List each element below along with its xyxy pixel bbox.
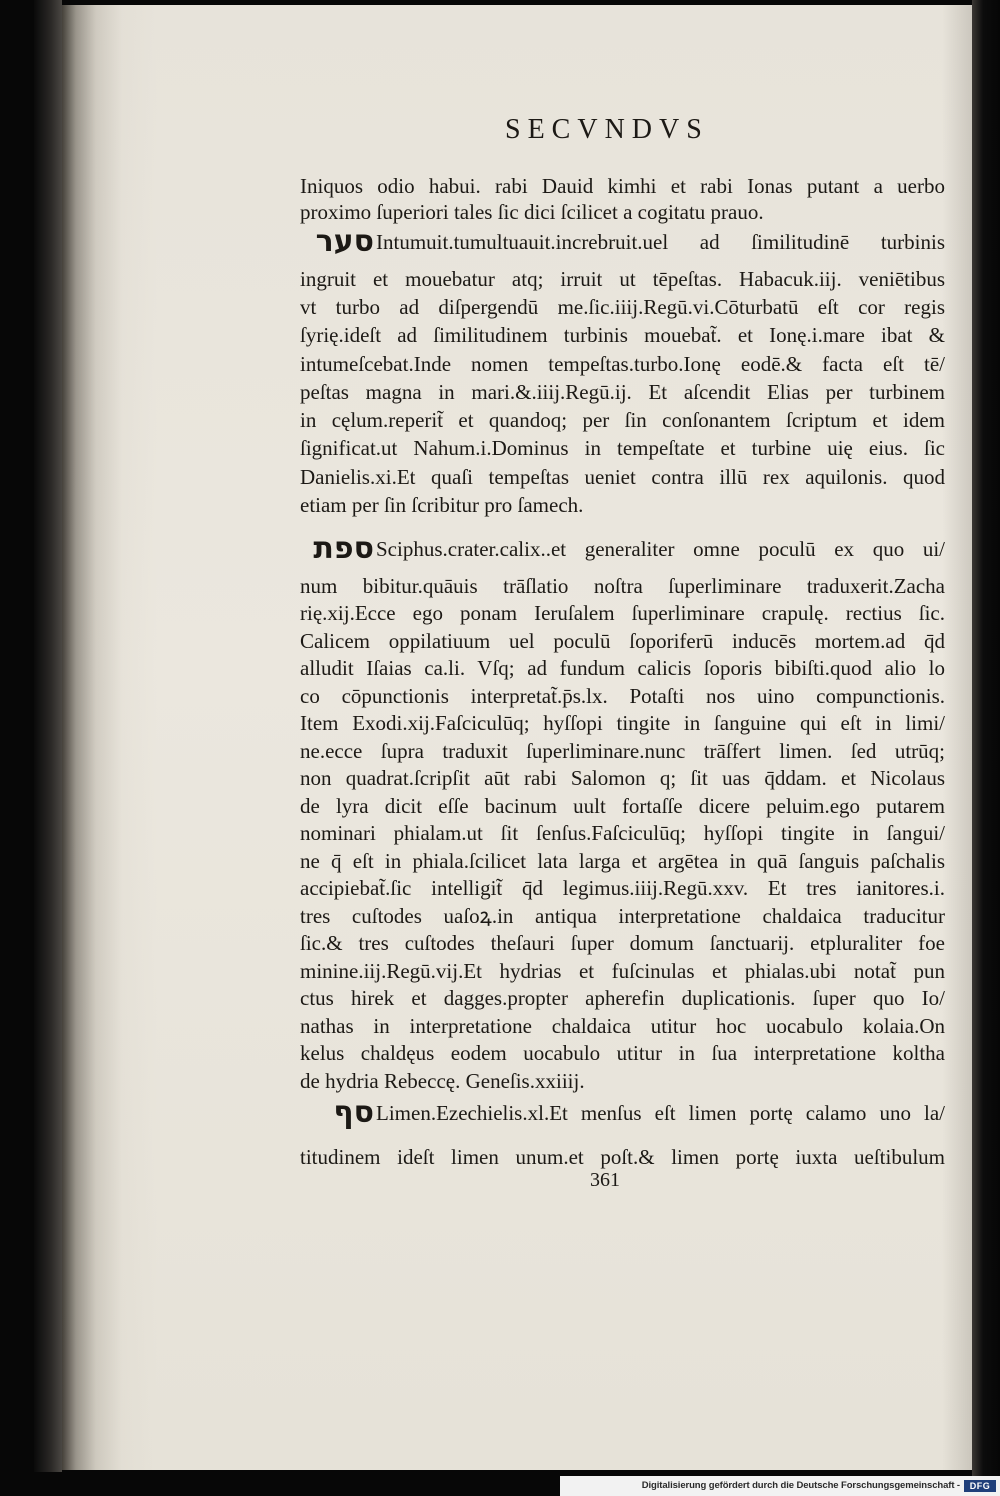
text-line: Calicem oppilatiuum uel poculū ſoporiferū inducēs mortem.ad q̄d [300, 629, 945, 653]
entry-line [300, 1095, 945, 1133]
hebrew-headword: סף [333, 1095, 374, 1130]
scan-right-edge [972, 0, 1000, 1476]
text-line: minine.iij.Regū.vij.Et hydrias et fuſcinulas et phialas.ubi notat̃ pun [300, 959, 945, 983]
text-line: de lyra dicit eſſe bacinum uult fortaſſe dicere peluim.ego putarem [300, 794, 945, 818]
text-line: Intumuit.tumultuauit.increbruit.uel ad ſimilitudinē turbinis [376, 230, 945, 254]
dfg-logo: DFG [964, 1480, 996, 1492]
text-line: num bibitur.quāuis trāſlatio noſtra ſuperliminare traduxerit.Zacha [300, 574, 945, 598]
text-line: Danielis.xi.Et quaſi tempeſtas ueniet contra illū rex aquilonis. quod [300, 465, 945, 489]
text-line: rię.xij.Ecce ego ponam Ieruſalem ſuperliminare crapulę. rectius ſic. [300, 601, 945, 625]
scan-left-edge [34, 0, 62, 1472]
text-line: Limen.Ezechielis.xl.Et menſus eſt limen portę calamo uno la/ [376, 1101, 945, 1125]
text-line: ſignificat.ut Nahum.i.Dominus in tempeſtate et turbine uię eius. ſic [300, 436, 945, 460]
text-line: proximo ſuperiori tales ſic dici ſcilicet a cogitatu prauo. [300, 200, 764, 224]
text-line: de hydria Rebeccę. Geneſis.xxiiij. [300, 1069, 585, 1093]
text-line: co cōpunctionis interpretat̃.p̄s.lx. Potaſti nos uino compunctionis. [300, 684, 945, 708]
text-line: alludit Iſaias ca.li. Vſq; ad fundum calicis ſoporis bibiſti.quod alio lo [300, 656, 945, 680]
text-line: peſtas magna in mari.&.iiij.Regū.ij. Et aſcendit Elias per turbinem [300, 380, 945, 404]
text-line: tres cuſtodes uaſoꝝ.in antiqua interpretatione chaldaica traducitur [300, 904, 945, 928]
text-line: Item Exodi.xij.Faſciculūq; hyſſopi tingite in ſanguine qui eſt in limi/ [300, 711, 945, 735]
text-line: Sciphus.crater.calix..et generaliter omne poculū ex quo ui/ [376, 537, 945, 561]
text-line: ingruit et mouebatur atq; irruit ut tēpeſtas. Habacuk.iij. veniētibus [300, 267, 945, 291]
running-title: SECVNDVS [505, 114, 709, 145]
hebrew-headword: ספת [313, 531, 374, 566]
text-line: kelus chaldęus eodem uocabulo utitur in ſua interpretatione koltha [300, 1041, 945, 1065]
text-line: ſic.& tres cuſtodes theſauri ſuper domum ſanctuarij. etpluraliter foe [300, 931, 945, 955]
text-line: ctus hirek et dagges.propter apherefin duplicationis. ſuper quo Io/ [300, 986, 945, 1010]
text-line: titudinem ideſt limen unum.et poſt.& limen portę iuxta ueſtibulum [300, 1145, 945, 1169]
hebrew-headword: סער [315, 224, 374, 259]
text-line: intumeſcebat.Inde nomen tempeſtas.turbo.Ionę eodē.& facta eſt tē/ [300, 352, 945, 376]
text-line: vt turbo ad diſpergendū me.ſic.iiij.Regū.vi.Cōturbatū eſt cor regis [300, 295, 945, 319]
text-line: ne.ecce ſupra traduxit ſuperliminare.nunc trāſfert limen. ſed utrūq; [300, 739, 945, 763]
text-line: etiam per ſin ſcribitur pro ſamech. [300, 493, 584, 517]
text-line: non quadrat.ſcripſit aūt rabi Salomon q; ſit uas q̄ddam. et Nicolaus [300, 766, 945, 790]
text-line: nathas in interpretatione chaldaica utitur hoc uocabulo kolaia.On [300, 1014, 945, 1038]
footer-credit: Digitalisierung gefördert durch die Deutsche Forschungsgemeinschaft - [641, 1480, 960, 1491]
digitization-footer [560, 1476, 1000, 1496]
text-line: ne q̄ eſt in phiala.ſcilicet lata larga et argētea in quā ſanguis paſchalis [300, 849, 945, 873]
text-line: nominari phialam.ut ſit ſenſus.Faſciculūq; hyſſopi tingite in ſangui/ [300, 821, 945, 845]
page-number: 361 [590, 1169, 620, 1191]
text-line: in cęlum.reperit̃ et quandoq; per ſin conſonantem ſcriptum et idem [300, 408, 945, 432]
text-line: Iniquos odio habui. rabi Dauid kimhi et rabi Ionas putant a uerbo [300, 174, 945, 198]
entry-line [300, 224, 945, 262]
entry-line [300, 531, 945, 569]
text-line: accipiebat̃.ſic intelligit̃ q̄d legimus.iiij.Regū.xxv. Et tres ianitores.i. [300, 876, 945, 900]
text-line: ſyrię.ideſt ad ſimilitudinem turbinis mouebat̃. et Ionę.i.mare ibat & [300, 323, 945, 347]
